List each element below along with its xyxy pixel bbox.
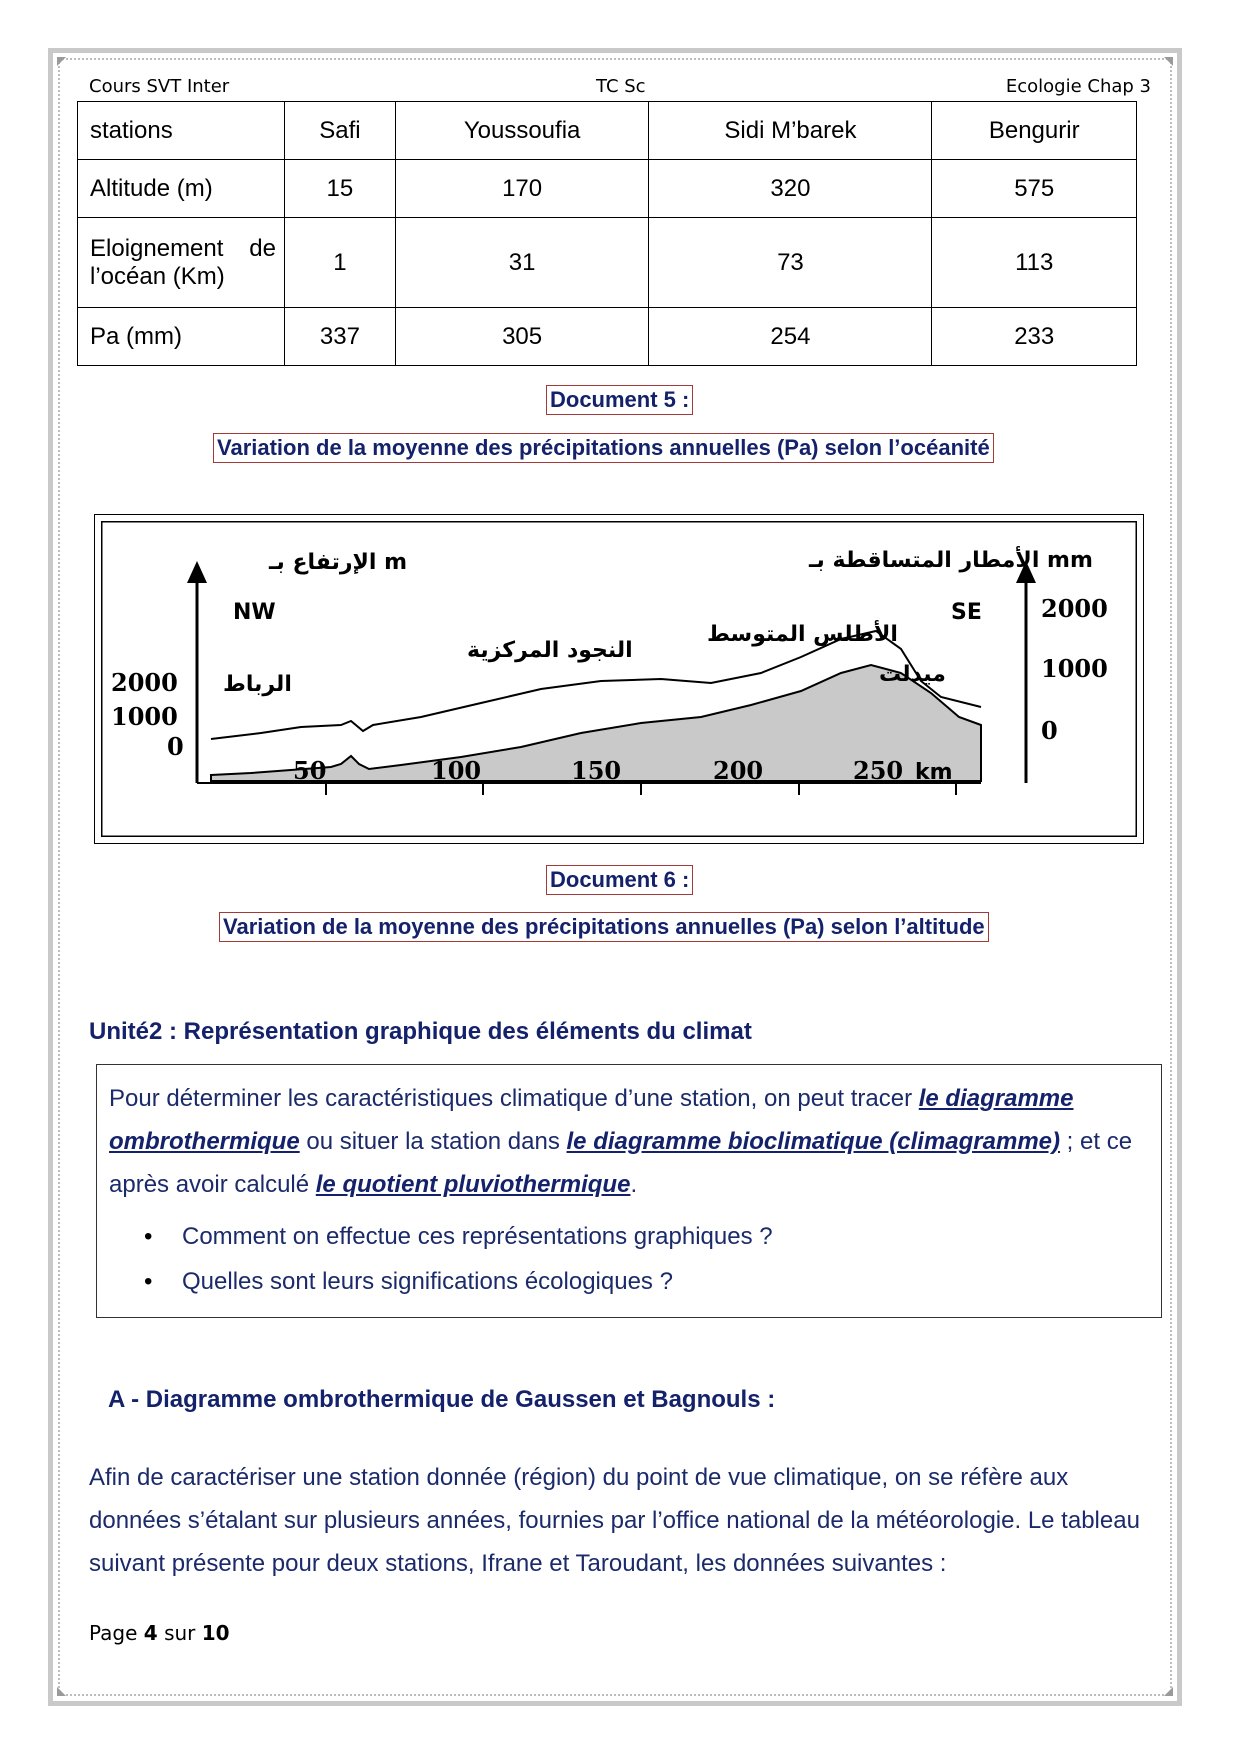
table-cell: 31 <box>395 218 649 308</box>
table-cell: 15 <box>285 160 396 218</box>
page-header <box>89 76 1151 100</box>
header-level: TC Sc <box>596 76 646 97</box>
place-rabat: الرباط <box>223 672 292 697</box>
keyword-climagramme: le diagramme bioclimatique (climagramme) <box>566 1128 1061 1155</box>
left-tick-label: 1000 <box>111 702 178 731</box>
keyword-quotient: le quotient pluviothermique <box>315 1171 631 1198</box>
table-header-cell: Safi <box>285 102 396 160</box>
profile-svg <box>101 521 1137 837</box>
footer-text: Page <box>89 1621 138 1645</box>
table-cell: 575 <box>932 160 1137 218</box>
table-cell: 73 <box>649 218 932 308</box>
right-tick-label: 2000 <box>1041 594 1108 623</box>
corner-ornament <box>57 57 66 66</box>
row-label <box>78 218 285 308</box>
table-row <box>78 160 1137 218</box>
table-cell: 254 <box>649 308 932 366</box>
table-header-cell: stations <box>78 102 285 160</box>
row-label: Altitude (m) <box>78 160 285 218</box>
x-tick-label: 150 <box>571 756 622 785</box>
keyword-ombrothermique: le diagramme ombrothermique <box>109 1085 1074 1155</box>
left-axis-label: الإرتفاع بـ m <box>269 550 408 575</box>
page-total: 10 <box>201 1621 230 1645</box>
question-item <box>144 1268 673 1296</box>
header-course: Cours SVT Inter <box>89 76 230 97</box>
table-cell: 1 <box>285 218 396 308</box>
table-cell: 305 <box>395 308 649 366</box>
intro-text-part: Pour déterminer les caractéristiques climatique d’une station, on peut tracer <box>109 1085 919 1112</box>
footer-text: sur <box>164 1621 196 1645</box>
x-tick-label: 200 <box>713 756 764 785</box>
row-label-part: de <box>249 234 276 262</box>
document-5-label: Document 5 : <box>546 385 693 415</box>
x-tick-label: 50 <box>293 756 327 785</box>
table-cell: 320 <box>649 160 932 218</box>
right-tick-label: 0 <box>1041 716 1058 745</box>
page-number: 4 <box>143 1621 158 1645</box>
intro-text <box>109 1077 1145 1206</box>
place-middle-atlas: الأطلس المتوسط <box>707 622 898 647</box>
bullet-icon: • <box>144 1223 153 1250</box>
relief-precipitation-figure <box>94 514 1144 844</box>
table-header-cell: Sidi M’barek <box>649 102 932 160</box>
table-header-cell: Youssoufia <box>395 102 649 160</box>
bullet-icon: • <box>144 1268 153 1295</box>
corner-ornament <box>1164 57 1173 66</box>
row-label: Pa (mm) <box>78 308 285 366</box>
right-axis-label: الأمطار المتساقطة بـ mm <box>809 548 1093 573</box>
row-label-part: l’océan (Km) <box>90 262 225 290</box>
row-label-part: Eloignement <box>90 234 224 262</box>
intro-text-part: . <box>630 1171 638 1198</box>
question-item <box>144 1223 773 1251</box>
table-cell: 233 <box>932 308 1137 366</box>
document-5-title: Variation de la moyenne des précipitations annuelles (Pa) selon l’océanité <box>213 433 994 463</box>
x-unit-label: km <box>915 760 953 785</box>
page-footer <box>89 1621 230 1645</box>
question-text: Comment on effectue ces représentations graphiques ? <box>182 1223 773 1250</box>
right-tick-label: 1000 <box>1041 654 1108 683</box>
header-chapter: Ecologie Chap 3 <box>1005 76 1151 97</box>
table-row <box>78 218 1137 308</box>
table-cell: 337 <box>285 308 396 366</box>
stations-table <box>77 101 1137 366</box>
place-central-plateau: النجود المركزية <box>467 638 633 663</box>
unit2-title: Unité2 : Représentation graphique des éléments du climat <box>89 1018 752 1045</box>
document-6-label: Document 6 : <box>546 865 693 895</box>
table-header-cell: Bengurir <box>932 102 1137 160</box>
table-header-row <box>78 102 1137 160</box>
intro-paragraph: Afin de caractériser une station donnée (région) du point de vue climatique, on se réfère aux données s’étalant sur plusieurs années, fournies par l’office national de la météorologie. Le tableau suivant présente pour deux stations, Ifrane et Taroudant, les données suivantes : <box>89 1464 1140 1577</box>
left-tick-label: 0 <box>167 732 184 761</box>
corner-ornament <box>57 1687 66 1696</box>
table-cell: 170 <box>395 160 649 218</box>
table-cell: 113 <box>932 218 1137 308</box>
intro-text-part: ; et ce après avoir calculé <box>109 1128 1133 1198</box>
section-a-title: A - Diagramme ombrothermique de Gaussen et Bagnouls : <box>108 1386 776 1413</box>
left-tick-label: 2000 <box>111 668 178 697</box>
corner-ornament <box>1164 1687 1173 1696</box>
document-6-title: Variation de la moyenne des précipitations annuelles (Pa) selon l’altitude <box>219 912 989 942</box>
x-tick-label: 250 <box>853 756 904 785</box>
direction-nw: NW <box>233 600 276 625</box>
question-text: Quelles sont leurs significations écologiques ? <box>182 1268 673 1295</box>
place-midelt: ميدلت <box>879 662 946 687</box>
direction-se: SE <box>951 600 982 625</box>
x-tick-label: 100 <box>431 756 482 785</box>
table-row <box>78 308 1137 366</box>
intro-text-part: ou situer la station dans <box>299 1128 567 1155</box>
